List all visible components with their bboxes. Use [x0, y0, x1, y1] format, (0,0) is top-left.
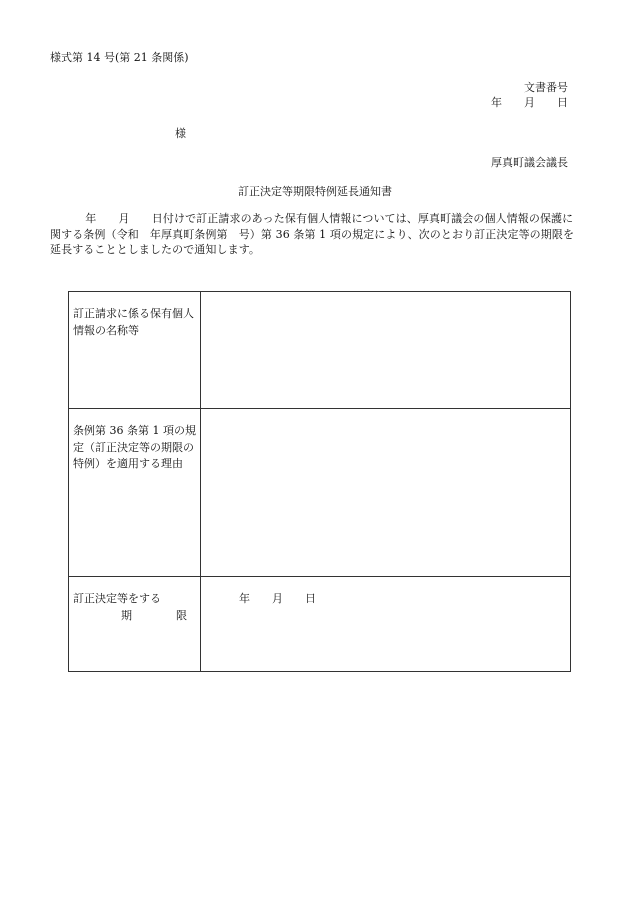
detail-table — [68, 291, 571, 672]
deadline-date: 年 月 日 — [239, 592, 316, 605]
table-row — [69, 577, 571, 672]
row-value-reason — [201, 409, 571, 577]
notice-body-text: 年 月 日付けで訂正請求のあった保有個人情報については、厚真町議会の個人情報の保護に関する条例（令和 年厚真町条例第 号）第 36 条第 1 項の規定により、次のとおり訂正決定等の期限を延長することとしましたので通知します。 — [50, 212, 575, 257]
row-label-deadline — [69, 577, 201, 672]
row-label-info-name: 訂正請求に係る保有個人情報の名称等 — [69, 292, 201, 409]
row-label-reason: 条例第 36 条第 1 項の規定（訂正決定等の期限の特例）を適用する理由 — [69, 409, 201, 577]
document-number-label: 文書番号 — [524, 81, 568, 94]
sender-name: 厚真町議会議長 — [491, 156, 568, 169]
addressee-suffix: 様 — [175, 127, 186, 140]
deadline-label-char-b: 限 — [176, 608, 187, 622]
row-value-deadline — [201, 577, 571, 672]
deadline-label-char-a: 期 — [121, 608, 132, 622]
document-title: 訂正決定等期限特例延長通知書 — [238, 185, 392, 198]
form-number: 様式第 14 号(第 21 条関係) — [50, 51, 189, 64]
deadline-label-line2 — [73, 608, 196, 625]
issue-date-line: 年 月 日 — [491, 96, 568, 109]
row-value-info-name — [201, 292, 571, 409]
table-row — [69, 292, 571, 409]
table-row — [69, 409, 571, 577]
deadline-label-line1: 訂正決定等をする — [73, 592, 161, 605]
